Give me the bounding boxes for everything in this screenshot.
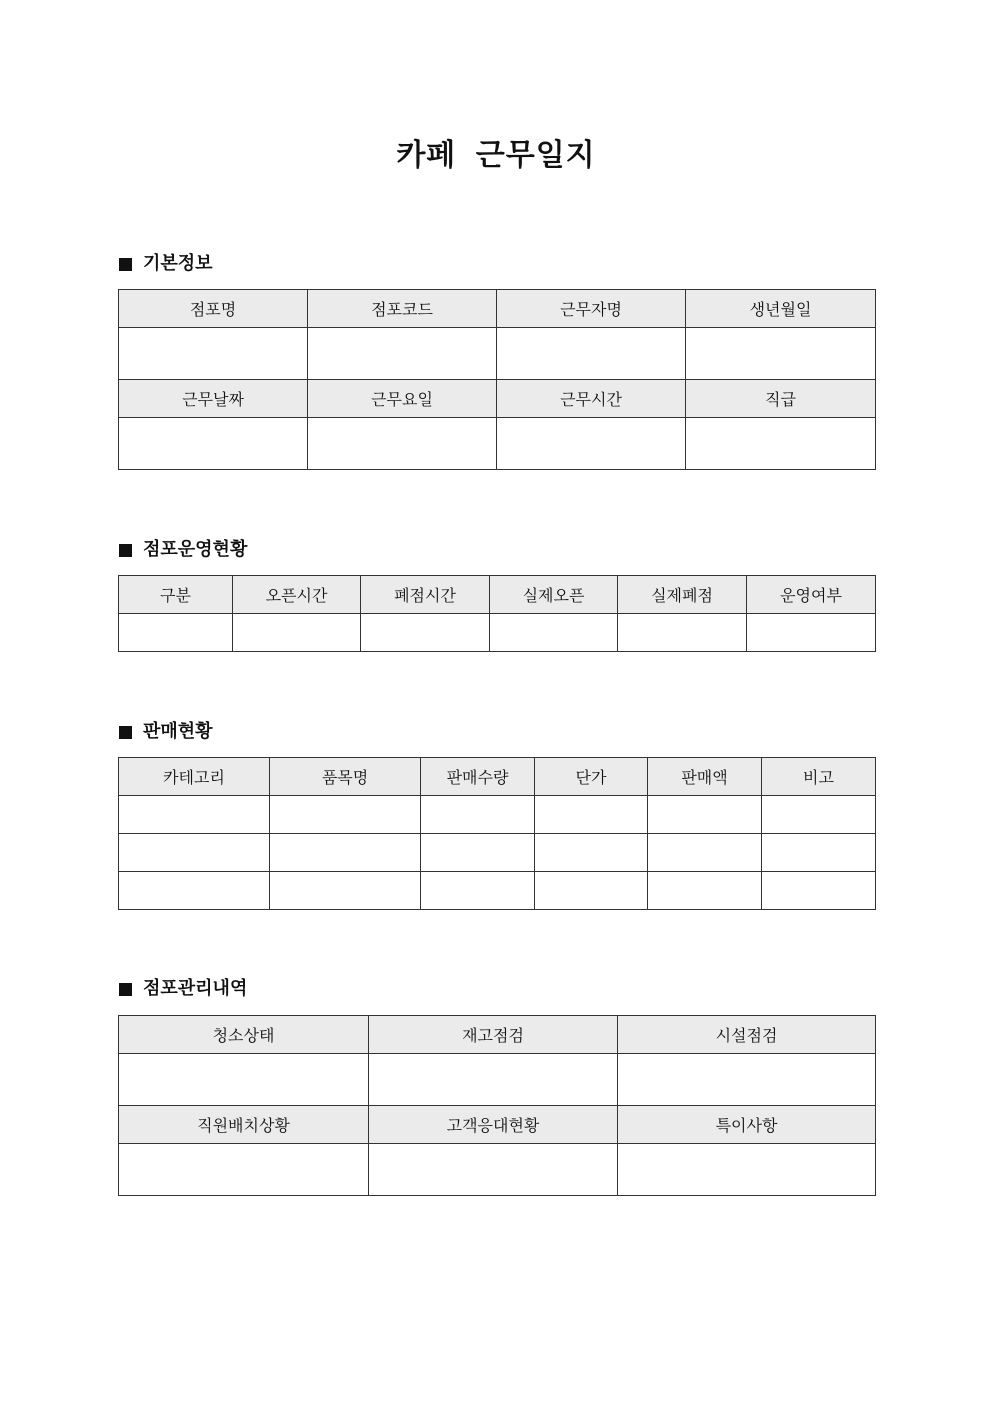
table-header-row	[119, 290, 876, 328]
input-cell[interactable]	[233, 614, 361, 652]
input-cell[interactable]	[535, 796, 648, 834]
square-bullet-icon	[119, 544, 132, 557]
input-cell-store-name[interactable]	[119, 328, 308, 380]
input-cell[interactable]	[421, 796, 535, 834]
header-cell-actual-open: 실제오픈	[490, 576, 618, 614]
header-cell-special-notes: 특이사항	[618, 1106, 876, 1144]
input-cell[interactable]	[361, 614, 490, 652]
header-cell-category: 구분	[119, 576, 233, 614]
header-cell-work-hours: 근무시간	[497, 380, 686, 418]
header-cell-store-code: 점포코드	[308, 290, 497, 328]
input-cell[interactable]	[648, 796, 762, 834]
header-cell-close-time: 폐점시간	[361, 576, 490, 614]
header-cell-actual-close: 실제폐점	[618, 576, 747, 614]
input-cell-worker-name[interactable]	[497, 328, 686, 380]
header-cell-sales-amount: 판매액	[648, 758, 762, 796]
input-cell[interactable]	[119, 872, 270, 910]
table-header-row	[119, 758, 876, 796]
header-cell-customer-service: 고객응대현황	[369, 1106, 618, 1144]
header-cell-category: 카테고리	[119, 758, 270, 796]
input-cell-work-date[interactable]	[119, 418, 308, 470]
input-cell-staff-assignment[interactable]	[119, 1144, 369, 1196]
section-title-label: 판매현황	[143, 721, 213, 742]
table-row	[119, 418, 876, 470]
input-cell[interactable]	[762, 834, 876, 872]
table-header-row	[119, 1106, 876, 1144]
input-cell-cleaning-status[interactable]	[119, 1054, 369, 1106]
section-title-label: 점포운영현황	[143, 539, 248, 560]
input-cell[interactable]	[421, 834, 535, 872]
input-cell[interactable]	[648, 834, 762, 872]
section-title-sales	[119, 720, 213, 744]
input-cell[interactable]	[618, 614, 747, 652]
table-row	[119, 1054, 876, 1106]
header-cell-store-name: 점포명	[119, 290, 308, 328]
input-cell[interactable]	[421, 872, 535, 910]
input-cell-position[interactable]	[686, 418, 876, 470]
input-cell[interactable]	[119, 834, 270, 872]
input-cell[interactable]	[762, 796, 876, 834]
header-cell-facility-check: 시설점검	[618, 1016, 876, 1054]
header-cell-birth-date: 생년월일	[686, 290, 876, 328]
section-title-label: 점포관리내역	[143, 978, 248, 999]
store-management-table	[118, 1015, 876, 1196]
section-title-store-operation	[119, 538, 247, 562]
input-cell[interactable]	[270, 796, 421, 834]
table-row	[119, 614, 876, 652]
square-bullet-icon	[119, 258, 132, 271]
table-header-row	[119, 380, 876, 418]
input-cell-store-code[interactable]	[308, 328, 497, 380]
header-cell-worker-name: 근무자명	[497, 290, 686, 328]
input-cell-work-hours[interactable]	[497, 418, 686, 470]
input-cell[interactable]	[270, 834, 421, 872]
document-title: 카페 근무일지	[396, 138, 596, 173]
input-cell[interactable]	[648, 872, 762, 910]
input-cell[interactable]	[119, 796, 270, 834]
table-header-row	[119, 576, 876, 614]
input-cell-special-notes[interactable]	[618, 1144, 876, 1196]
table-header-row	[119, 1016, 876, 1054]
sales-table	[118, 757, 876, 910]
section-title-store-management	[119, 977, 247, 1001]
header-cell-item-name: 품목명	[270, 758, 421, 796]
input-cell-work-day[interactable]	[308, 418, 497, 470]
input-cell-inventory-check[interactable]	[369, 1054, 618, 1106]
store-operation-table	[118, 575, 876, 652]
input-cell-facility-check[interactable]	[618, 1054, 876, 1106]
header-cell-position: 직급	[686, 380, 876, 418]
input-cell[interactable]	[535, 834, 648, 872]
table-row	[119, 328, 876, 380]
header-cell-remarks: 비고	[762, 758, 876, 796]
input-cell[interactable]	[270, 872, 421, 910]
header-cell-inventory-check: 재고점검	[369, 1016, 618, 1054]
square-bullet-icon	[119, 983, 132, 996]
table-row	[119, 796, 876, 834]
table-row	[119, 872, 876, 910]
input-cell[interactable]	[490, 614, 618, 652]
input-cell-birth-date[interactable]	[686, 328, 876, 380]
header-cell-cleaning-status: 청소상태	[119, 1016, 369, 1054]
input-cell[interactable]	[762, 872, 876, 910]
input-cell[interactable]	[119, 614, 233, 652]
basic-info-table	[118, 289, 876, 470]
header-cell-operating-status: 운영여부	[747, 576, 876, 614]
header-cell-work-date: 근무날짜	[119, 380, 308, 418]
header-cell-staff-assignment: 직원배치상황	[119, 1106, 369, 1144]
input-cell[interactable]	[747, 614, 876, 652]
input-cell[interactable]	[535, 872, 648, 910]
header-cell-quantity: 판매수량	[421, 758, 535, 796]
header-cell-work-day: 근무요일	[308, 380, 497, 418]
table-row	[119, 834, 876, 872]
input-cell-customer-service[interactable]	[369, 1144, 618, 1196]
square-bullet-icon	[119, 726, 132, 739]
section-title-label: 기본정보	[143, 253, 213, 274]
table-row	[119, 1144, 876, 1196]
section-title-basic-info	[119, 252, 213, 276]
header-cell-unit-price: 단가	[535, 758, 648, 796]
header-cell-open-time: 오픈시간	[233, 576, 361, 614]
